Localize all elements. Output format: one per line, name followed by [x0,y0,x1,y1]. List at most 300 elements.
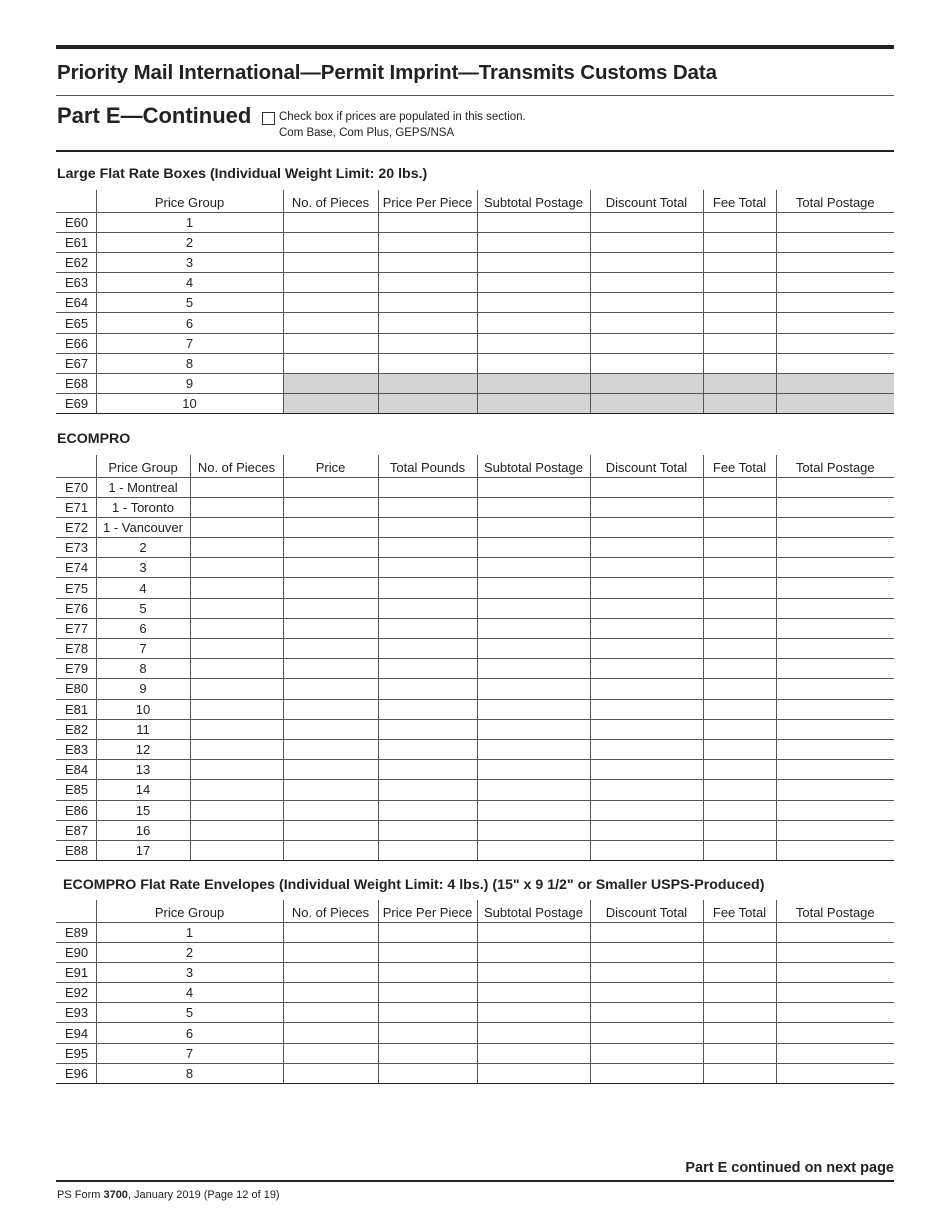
entry-cell[interactable] [477,517,590,537]
entry-cell[interactable] [776,962,894,982]
entry-cell[interactable] [283,517,378,537]
entry-cell[interactable] [590,578,703,598]
entry-cell[interactable] [776,780,894,800]
entry-cell[interactable] [283,1043,378,1063]
table-row [56,820,894,840]
table-row [56,497,894,517]
entry-cell[interactable] [477,212,590,232]
checkbox-label: Check box if prices are populated in this section. [279,111,526,123]
entry-cell[interactable] [703,618,776,638]
entry-cell[interactable] [703,639,776,659]
entry-cell[interactable] [283,679,378,699]
column-header: Price Per Piece [378,900,477,922]
entry-cell[interactable] [477,659,590,679]
entry-cell[interactable] [477,1043,590,1063]
entry-cell[interactable] [703,497,776,517]
entry-cell[interactable] [590,558,703,578]
entry-cell[interactable] [283,313,378,333]
entry-cell[interactable] [378,699,477,719]
entry-cell[interactable] [703,1043,776,1063]
entry-cell[interactable] [190,840,283,860]
checkbox-sublabel: Com Base, Com Plus, GEPS/NSA [279,127,455,139]
table-row [56,313,894,333]
entry-cell[interactable] [378,293,477,313]
entry-cell[interactable] [776,739,894,759]
table-row [56,639,894,659]
entry-cell[interactable] [378,922,477,942]
entry-cell[interactable] [776,983,894,1003]
entry-cell[interactable] [776,800,894,820]
entry-cell[interactable] [378,1003,477,1023]
entry-cell[interactable] [283,558,378,578]
column-header: Discount Total [590,455,703,477]
entry-cell[interactable] [776,293,894,313]
entry-cell[interactable] [590,639,703,659]
entry-cell[interactable] [283,922,378,942]
entry-cell[interactable] [776,517,894,537]
entry-cell[interactable] [590,353,703,373]
entry-cell[interactable] [283,232,378,252]
price-group-cell: 6 [96,1023,283,1043]
entry-cell[interactable] [776,760,894,780]
column-header: Total Postage [776,190,894,212]
table-row [56,252,894,272]
entry-cell[interactable] [477,1023,590,1043]
part-title: Part E—Continued [57,103,252,128]
entry-cell[interactable] [590,942,703,962]
entry-cell[interactable] [283,780,378,800]
entry-cell[interactable] [703,942,776,962]
entry-cell[interactable] [776,840,894,860]
entry-cell[interactable] [378,679,477,699]
table-row [56,598,894,618]
entry-cell[interactable] [477,232,590,252]
entry-cell[interactable] [378,517,477,537]
entry-cell[interactable] [283,353,378,373]
line-code: E72 [56,517,96,537]
entry-cell[interactable] [190,800,283,820]
entry-cell[interactable] [477,719,590,739]
entry-cell[interactable] [776,538,894,558]
entry-cell[interactable] [378,313,477,333]
entry-cell[interactable] [590,820,703,840]
entry-cell[interactable] [477,639,590,659]
entry-cell[interactable] [190,578,283,598]
shaded-cell [283,394,378,414]
entry-cell[interactable] [590,1003,703,1023]
entry-cell[interactable] [590,739,703,759]
entry-cell[interactable] [590,212,703,232]
entry-cell[interactable] [477,679,590,699]
entry-cell[interactable] [283,942,378,962]
entry-cell[interactable] [776,679,894,699]
table-row [56,333,894,353]
table-row [56,1063,894,1083]
entry-cell[interactable] [283,840,378,860]
entry-cell[interactable] [477,942,590,962]
title-rule [56,95,894,96]
entry-cell[interactable] [283,1003,378,1023]
entry-cell[interactable] [283,820,378,840]
large-flat-title: Large Flat Rate Boxes (Individual Weight Limit: 20 lbs.) [57,166,428,182]
price-group-cell: 2 [96,232,283,252]
entry-cell[interactable] [703,333,776,353]
line-code: E93 [56,1003,96,1023]
prices-populated-checkbox[interactable] [262,112,275,125]
entry-cell[interactable] [776,618,894,638]
entry-cell[interactable] [590,273,703,293]
entry-cell[interactable] [283,333,378,353]
table-row [56,273,894,293]
entry-cell[interactable] [776,212,894,232]
entry-cell[interactable] [590,598,703,618]
entry-cell[interactable] [378,639,477,659]
entry-cell[interactable] [190,820,283,840]
entry-cell[interactable] [703,558,776,578]
entry-cell[interactable] [703,820,776,840]
entry-cell[interactable] [776,639,894,659]
form-number: 3700 [103,1189,128,1201]
entry-cell[interactable] [477,578,590,598]
form-footer [57,1189,280,1201]
entry-cell[interactable] [477,477,590,497]
entry-cell[interactable] [378,840,477,860]
price-group-cell: 7 [96,333,283,353]
entry-cell[interactable] [283,578,378,598]
ecompro-flat-title: ECOMPRO Flat Rate Envelopes (Individual Weight Limit: 4 lbs.) (15" x 9 1/2" or Smaller USPS-Produced) [63,877,765,893]
entry-cell[interactable] [703,983,776,1003]
table-row [56,983,894,1003]
footer-rule [56,1180,894,1182]
entry-cell[interactable] [378,497,477,517]
entry-cell[interactable] [776,578,894,598]
entry-cell[interactable] [283,739,378,759]
entry-cell[interactable] [776,313,894,333]
entry-cell[interactable] [703,313,776,333]
price-group-cell: 1 [96,922,283,942]
entry-cell[interactable] [590,840,703,860]
entry-cell[interactable] [378,962,477,982]
entry-cell[interactable] [703,780,776,800]
entry-cell[interactable] [190,517,283,537]
entry-cell[interactable] [590,1043,703,1063]
entry-cell[interactable] [190,558,283,578]
entry-cell[interactable] [378,820,477,840]
entry-cell[interactable] [703,353,776,373]
entry-cell[interactable] [477,538,590,558]
entry-cell[interactable] [283,212,378,232]
entry-cell[interactable] [776,1003,894,1023]
entry-cell[interactable] [378,598,477,618]
entry-cell[interactable] [776,598,894,618]
entry-cell[interactable] [703,679,776,699]
entry-cell[interactable] [477,1003,590,1023]
entry-cell[interactable] [776,719,894,739]
entry-cell[interactable] [477,820,590,840]
entry-cell[interactable] [283,639,378,659]
entry-cell[interactable] [283,699,378,719]
entry-cell[interactable] [283,800,378,820]
entry-cell[interactable] [190,639,283,659]
entry-cell[interactable] [477,598,590,618]
column-header: Subtotal Postage [477,190,590,212]
entry-cell[interactable] [590,962,703,982]
entry-cell[interactable] [703,739,776,759]
entry-cell[interactable] [283,719,378,739]
entry-cell[interactable] [378,780,477,800]
entry-cell[interactable] [477,313,590,333]
entry-cell[interactable] [477,983,590,1003]
entry-cell[interactable] [477,962,590,982]
price-group-cell: 5 [96,293,283,313]
price-group-cell: 16 [96,820,190,840]
entry-cell[interactable] [703,477,776,497]
entry-cell[interactable] [590,1063,703,1083]
price-group-cell: 7 [96,1043,283,1063]
entry-cell[interactable] [378,1063,477,1083]
line-code: E66 [56,333,96,353]
entry-cell[interactable] [703,598,776,618]
entry-cell[interactable] [703,962,776,982]
entry-cell[interactable] [378,618,477,638]
entry-cell[interactable] [590,659,703,679]
entry-cell[interactable] [590,517,703,537]
table-row [56,800,894,820]
entry-cell[interactable] [703,578,776,598]
entry-cell[interactable] [378,760,477,780]
entry-cell[interactable] [190,679,283,699]
line-code: E73 [56,538,96,558]
entry-cell[interactable] [477,800,590,820]
entry-cell[interactable] [477,780,590,800]
price-group-cell: 1 - Vancouver [96,517,190,537]
price-group-cell: 14 [96,780,190,800]
entry-cell[interactable] [477,353,590,373]
entry-cell[interactable] [776,273,894,293]
entry-cell[interactable] [776,1043,894,1063]
line-code: E86 [56,800,96,820]
entry-cell[interactable] [590,313,703,333]
entry-cell[interactable] [283,497,378,517]
entry-cell[interactable] [190,699,283,719]
entry-cell[interactable] [378,252,477,272]
entry-cell[interactable] [590,477,703,497]
entry-cell[interactable] [776,659,894,679]
entry-cell[interactable] [776,333,894,353]
shaded-cell [776,394,894,414]
entry-cell[interactable] [190,719,283,739]
entry-cell[interactable] [378,800,477,820]
entry-cell[interactable] [378,212,477,232]
entry-cell[interactable] [776,942,894,962]
entry-cell[interactable] [703,293,776,313]
entry-cell[interactable] [378,353,477,373]
entry-cell[interactable] [776,1063,894,1083]
entry-cell[interactable] [378,1043,477,1063]
entry-cell[interactable] [190,618,283,638]
entry-cell[interactable] [776,252,894,272]
price-group-cell: 2 [96,538,190,558]
line-code: E74 [56,558,96,578]
entry-cell[interactable] [590,922,703,942]
entry-cell[interactable] [590,780,703,800]
entry-cell[interactable] [283,598,378,618]
entry-cell[interactable] [703,1003,776,1023]
entry-cell[interactable] [378,558,477,578]
entry-cell[interactable] [776,558,894,578]
shaded-cell [590,394,703,414]
price-group-cell: 2 [96,942,283,962]
entry-cell[interactable] [190,659,283,679]
line-code: E65 [56,313,96,333]
entry-cell[interactable] [776,1023,894,1043]
entry-cell[interactable] [590,618,703,638]
entry-cell[interactable] [283,252,378,272]
entry-cell[interactable] [378,983,477,1003]
entry-cell[interactable] [190,780,283,800]
shaded-cell [283,374,378,394]
entry-cell[interactable] [283,1023,378,1043]
entry-cell[interactable] [590,1023,703,1043]
entry-cell[interactable] [703,719,776,739]
entry-cell[interactable] [477,333,590,353]
line-code: E88 [56,840,96,860]
entry-cell[interactable] [477,760,590,780]
entry-cell[interactable] [590,760,703,780]
entry-cell[interactable] [590,800,703,820]
entry-cell[interactable] [283,538,378,558]
price-group-cell: 6 [96,618,190,638]
table-row [56,538,894,558]
entry-cell[interactable] [703,538,776,558]
entry-cell[interactable] [477,273,590,293]
entry-cell[interactable] [190,739,283,759]
entry-cell[interactable] [283,273,378,293]
entry-cell[interactable] [477,922,590,942]
entry-cell[interactable] [477,558,590,578]
table-row [56,719,894,739]
table-row [56,374,894,394]
entry-cell[interactable] [703,760,776,780]
entry-cell[interactable] [378,477,477,497]
entry-cell[interactable] [776,922,894,942]
entry-cell[interactable] [378,659,477,679]
entry-cell[interactable] [703,252,776,272]
column-header: No. of Pieces [283,190,378,212]
entry-cell[interactable] [477,497,590,517]
entry-cell[interactable] [283,983,378,1003]
entry-cell[interactable] [283,618,378,638]
entry-cell[interactable] [477,840,590,860]
entry-cell[interactable] [776,353,894,373]
entry-cell[interactable] [776,497,894,517]
price-group-cell: 10 [96,394,283,414]
entry-cell[interactable] [378,273,477,293]
entry-cell[interactable] [283,293,378,313]
price-group-cell: 8 [96,1063,283,1083]
entry-cell[interactable] [378,719,477,739]
table-row [56,922,894,942]
line-code: E95 [56,1043,96,1063]
part-rule [56,150,894,152]
entry-cell[interactable] [477,293,590,313]
table-row [56,212,894,232]
line-code: E68 [56,374,96,394]
line-code: E76 [56,598,96,618]
entry-cell[interactable] [590,232,703,252]
entry-cell[interactable] [703,659,776,679]
entry-cell[interactable] [703,1023,776,1043]
entry-cell[interactable] [703,232,776,252]
price-group-cell: 1 - Toronto [96,497,190,517]
entry-cell[interactable] [703,922,776,942]
entry-cell[interactable] [590,538,703,558]
entry-cell[interactable] [477,252,590,272]
entry-cell[interactable] [477,739,590,759]
entry-cell[interactable] [703,840,776,860]
entry-cell[interactable] [283,1063,378,1083]
price-group-cell: 5 [96,598,190,618]
entry-cell[interactable] [703,1063,776,1083]
entry-cell[interactable] [703,212,776,232]
entry-cell[interactable] [190,760,283,780]
entry-cell[interactable] [477,618,590,638]
entry-cell[interactable] [590,679,703,699]
column-header: Price Per Piece [378,190,477,212]
entry-cell[interactable] [590,983,703,1003]
entry-cell[interactable] [283,962,378,982]
entry-cell[interactable] [590,719,703,739]
entry-cell[interactable] [703,517,776,537]
column-header: Subtotal Postage [477,900,590,922]
entry-cell[interactable] [776,477,894,497]
table-row [56,962,894,982]
large-flat-table [56,190,894,414]
entry-cell[interactable] [190,477,283,497]
column-header: Price Group [96,900,283,922]
entry-cell[interactable] [590,699,703,719]
line-code: E94 [56,1023,96,1043]
entry-cell[interactable] [590,497,703,517]
entry-cell[interactable] [283,760,378,780]
entry-cell[interactable] [378,942,477,962]
entry-cell[interactable] [703,273,776,293]
entry-cell[interactable] [776,699,894,719]
entry-cell[interactable] [703,800,776,820]
entry-cell[interactable] [378,232,477,252]
entry-cell[interactable] [590,333,703,353]
entry-cell[interactable] [283,659,378,679]
entry-cell[interactable] [378,538,477,558]
entry-cell[interactable] [283,477,378,497]
column-header: Fee Total [703,455,776,477]
entry-cell[interactable] [590,252,703,272]
entry-cell[interactable] [378,739,477,759]
price-group-cell: 12 [96,739,190,759]
entry-cell[interactable] [477,1063,590,1083]
entry-cell[interactable] [190,598,283,618]
entry-cell[interactable] [190,497,283,517]
entry-cell[interactable] [477,699,590,719]
entry-cell[interactable] [590,293,703,313]
entry-cell[interactable] [190,538,283,558]
entry-cell[interactable] [378,1023,477,1043]
entry-cell[interactable] [776,232,894,252]
entry-cell[interactable] [703,699,776,719]
entry-cell[interactable] [776,820,894,840]
entry-cell[interactable] [378,333,477,353]
entry-cell[interactable] [378,578,477,598]
